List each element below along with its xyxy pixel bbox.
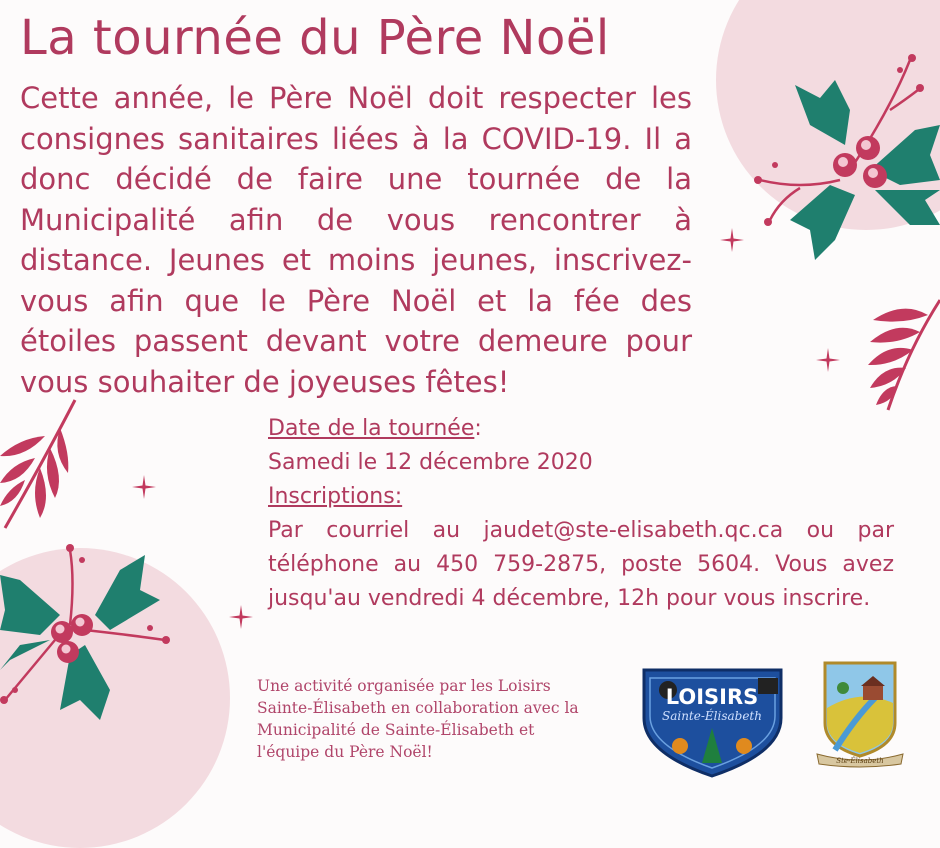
event-details — [268, 412, 894, 616]
sparkle-icon — [229, 605, 253, 629]
inscriptions-heading: Inscriptions: — [268, 484, 403, 509]
intro-paragraph: Cette année, le Père Noël doit respecter les consignes sanitaires liées à la COVID-19. Il a donc décidé de faire une tournée de la Municipalité afin de vous rencontrer à distance. Jeunes et moins jeunes, inscrivez-vous afin que le Père Noël et la fée des étoiles passent devant votre demeure pour vous souhaiter de joyeuses fêtes! — [20, 81, 692, 399]
crest-banner: Ste-Élisabeth — [836, 757, 884, 765]
sparkle-icon — [720, 228, 744, 252]
leaf-branch-left-icon — [0, 398, 80, 538]
leaf-branch-right-icon — [868, 290, 940, 420]
loisirs-logo — [640, 668, 785, 778]
date-value: Samedi le 12 décembre 2020 — [268, 450, 593, 475]
sparkle-icon — [816, 348, 840, 372]
date-heading: Date de la tournée — [268, 416, 475, 441]
inscriptions-text: Par courriel au jaudet@ste-elisabeth.qc.ca ou par téléphone au 450 759-2875, poste 5604. Vous avez jusqu'au vendredi 4 décembre, 12h pour vous inscrire. — [268, 518, 894, 611]
date-heading-line — [268, 412, 894, 446]
loisirs-logo-title: LOISIRS — [665, 685, 759, 709]
page-title: La tournée du Père Noël — [20, 10, 610, 66]
municipal-crest — [815, 658, 905, 770]
date-heading-colon: : — [474, 416, 482, 441]
sparkle-icon — [132, 475, 156, 499]
holly-bottom-left-icon — [0, 540, 170, 730]
footer-credit: Une activité organisée par les Loisirs Sainte-Élisabeth en collaboration avec la Municipalité de Sainte-Élisabeth et l'équipe du Père Noël! — [257, 677, 579, 761]
loisirs-logo-subtitle: Sainte-Élisabeth — [661, 709, 763, 723]
holly-top-right-icon — [740, 50, 940, 300]
